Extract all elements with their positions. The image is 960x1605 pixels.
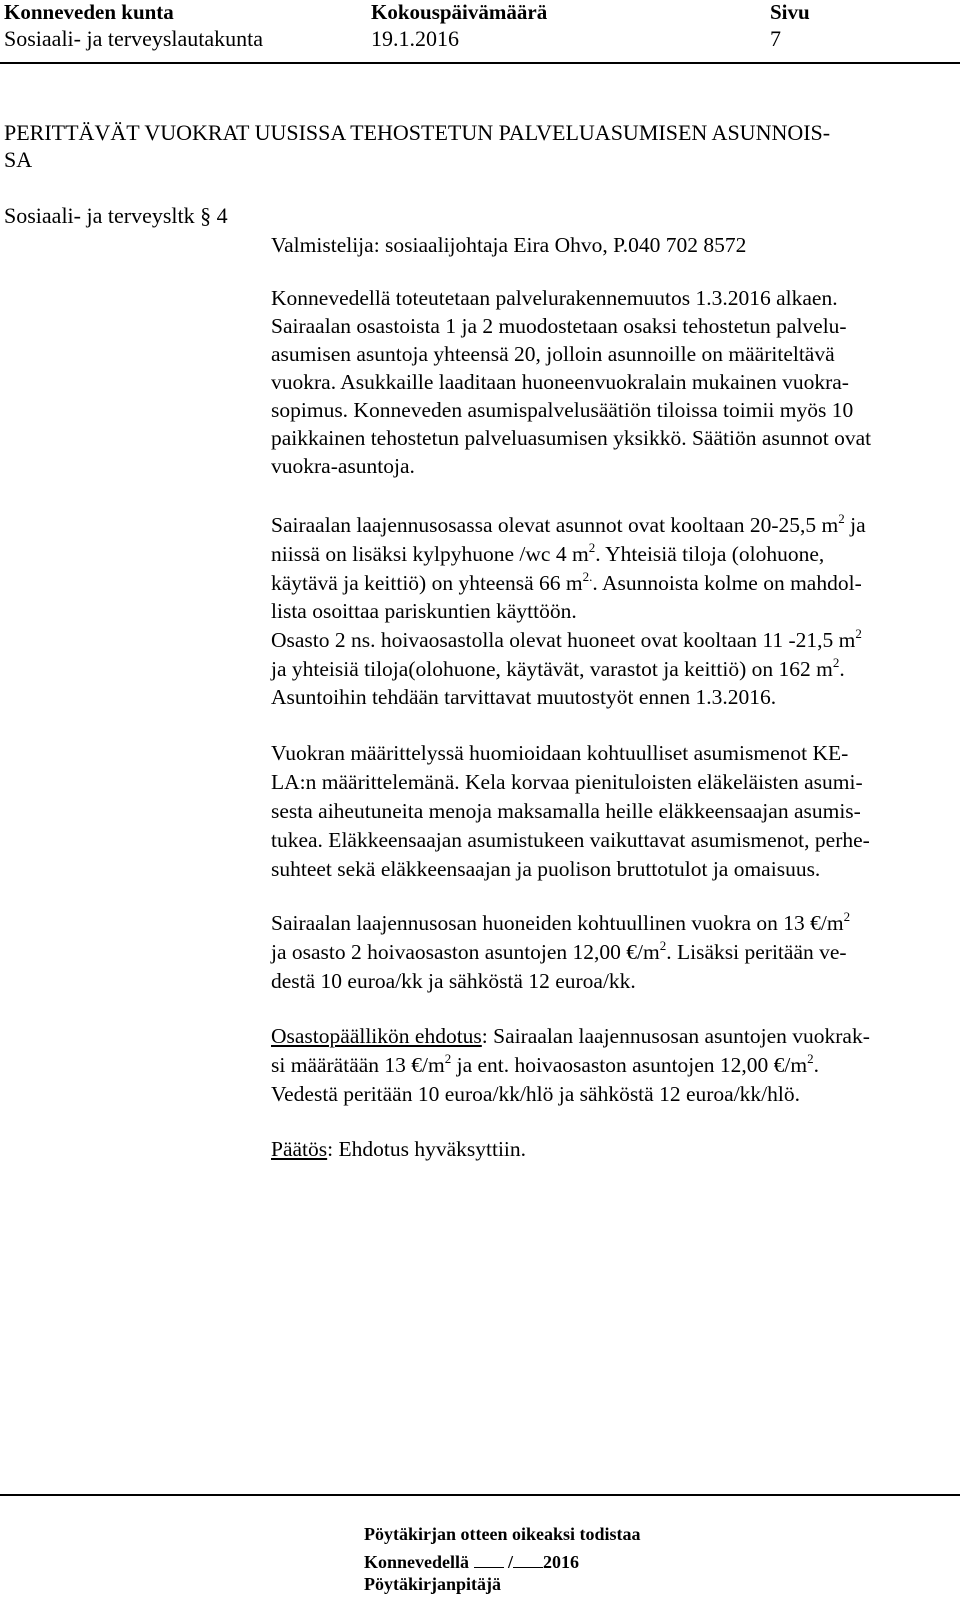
text-line: Osasto 2 ns. hoivaosastolla olevat huoneet ovat kooltaan 11 -21,5 $m^2$	[271, 626, 862, 652]
header-rule	[0, 62, 960, 64]
text-line: niissä on lisäksi kylpyhuone /wc 4 $m^2$. Yhteisiä tiloja (olohuone,	[271, 540, 825, 566]
footer-rule	[0, 1494, 960, 1496]
text-line: vuokra. Asukkaille laaditaan huoneenvuokralain mukainen vuokra-	[271, 370, 849, 394]
decision-label: Päätös	[271, 1137, 328, 1161]
text-line: destä 10 euroa/kk ja sähköstä 12 euroa/kk.	[271, 969, 636, 993]
text-line: Vedestä peritään 10 euroa/kk/hlö ja sähköstä 12 euroa/kk/hlö.	[271, 1082, 800, 1106]
section-reference: Sosiaali- ja terveysltk § 4	[4, 203, 228, 228]
certification-place-date: Konnevedellä / 2016	[364, 1549, 579, 1573]
org-name: Konneveden kunta	[4, 0, 174, 24]
proposal-label: Osastopäällikön ehdotus	[271, 1024, 482, 1048]
document-title-line1: PERITTÄVÄT VUOKRAT UUSISSA TEHOSTETUN PALVELUASUMISEN ASUNNOIS-	[4, 120, 831, 145]
page-number: 7	[770, 26, 781, 51]
text-line: lista osoittaa pariskuntien käyttöön.	[271, 599, 577, 623]
text-line: Sairaalan laajennusosassa olevat asunnot ovat kooltaan 20-25,5 $m^2$ ja	[271, 511, 866, 537]
text-line: käytävä ja keittiö) on yhteensä 66 $m^{2.}$. Asunnoista kolme on mahdol-	[271, 569, 862, 595]
text-line: Sairaalan osastoista 1 ja 2 muodostetaan osaksi tehostetun palvelu-	[271, 314, 847, 338]
page-label: Sivu	[770, 0, 810, 24]
text-line: vuokra-asuntoja.	[271, 454, 415, 478]
text-line: Asuntoihin tehdään tarvittavat muutostyöt ennen 1.3.2016.	[271, 685, 777, 709]
preparer-line: Valmistelija: sosiaalijohtaja Eira Ohvo, P.040 702 8572	[271, 233, 747, 257]
text-line: sesta aiheutuneita menoja maksamalla heille eläkkeensaajan asumis-	[271, 799, 861, 823]
text-line: sopimus. Konneveden asumispalvelusäätiön tiloissa toimii myös 10	[271, 398, 854, 422]
text-line: si määrätään 13 $€/m^2$ ja ent. hoivaosaston asuntojen 12,00 $€/m^2$.	[271, 1051, 820, 1077]
decision-text: : Ehdotus hyväksyttiin.	[327, 1137, 527, 1161]
text-line: LA:n määrittelemänä. Kela korvaa pienituloisten eläkeläisten asumi-	[271, 770, 863, 794]
text-line: ja osasto 2 hoivaosaston asuntojen 12,00 $€/m^2$. Lisäksi peritään ve-	[271, 938, 847, 964]
certification-line: Pöytäkirjan otteen oikeaksi todistaa	[364, 1524, 641, 1544]
text-line: tukea. Eläkkeensaajan asumistukeen vaikuttavat asumismenot, perhe-	[271, 828, 870, 852]
text-line: Vuokran määrittelyssä huomioidaan kohtuulliset asumismenot KE-	[271, 741, 849, 765]
meeting-date-label: Kokouspäivämäärä	[371, 0, 548, 24]
document-title-line2: SA	[4, 147, 33, 172]
day-blank	[474, 1549, 504, 1568]
minutes-keeper: Pöytäkirjanpitäjä	[364, 1574, 501, 1594]
committee-name: Sosiaali- ja terveyslautakunta	[4, 26, 264, 51]
text-line: Osastopäällikön ehdotus: Sairaalan laajennusosan asuntojen vuokrak-	[271, 1024, 870, 1048]
text-line: asumisen asuntoja yhteensä 20, jolloin asunnoille on määriteltävä	[271, 342, 835, 366]
text-line: ja yhteisiä tiloja(olohuone, käytävät, varastot ja keittiö) on 162 $m^2$.	[271, 655, 845, 681]
text-line: suhteet sekä eläkkeensaajan ja puolison bruttotulot ja omaisuus.	[271, 857, 821, 881]
text-line: Konnevedellä toteutetaan palvelurakennemuutos 1.3.2016 alkaen.	[271, 286, 838, 310]
text-line: Sairaalan laajennusosan huoneiden kohtuullinen vuokra on 13 $€/m^2$	[271, 909, 851, 935]
meeting-date: 19.1.2016	[371, 26, 459, 51]
text-line: paikkainen tehostetun palveluasumisen yksikkö. Säätiön asunnot ovat	[271, 426, 872, 450]
month-blank	[513, 1549, 543, 1568]
